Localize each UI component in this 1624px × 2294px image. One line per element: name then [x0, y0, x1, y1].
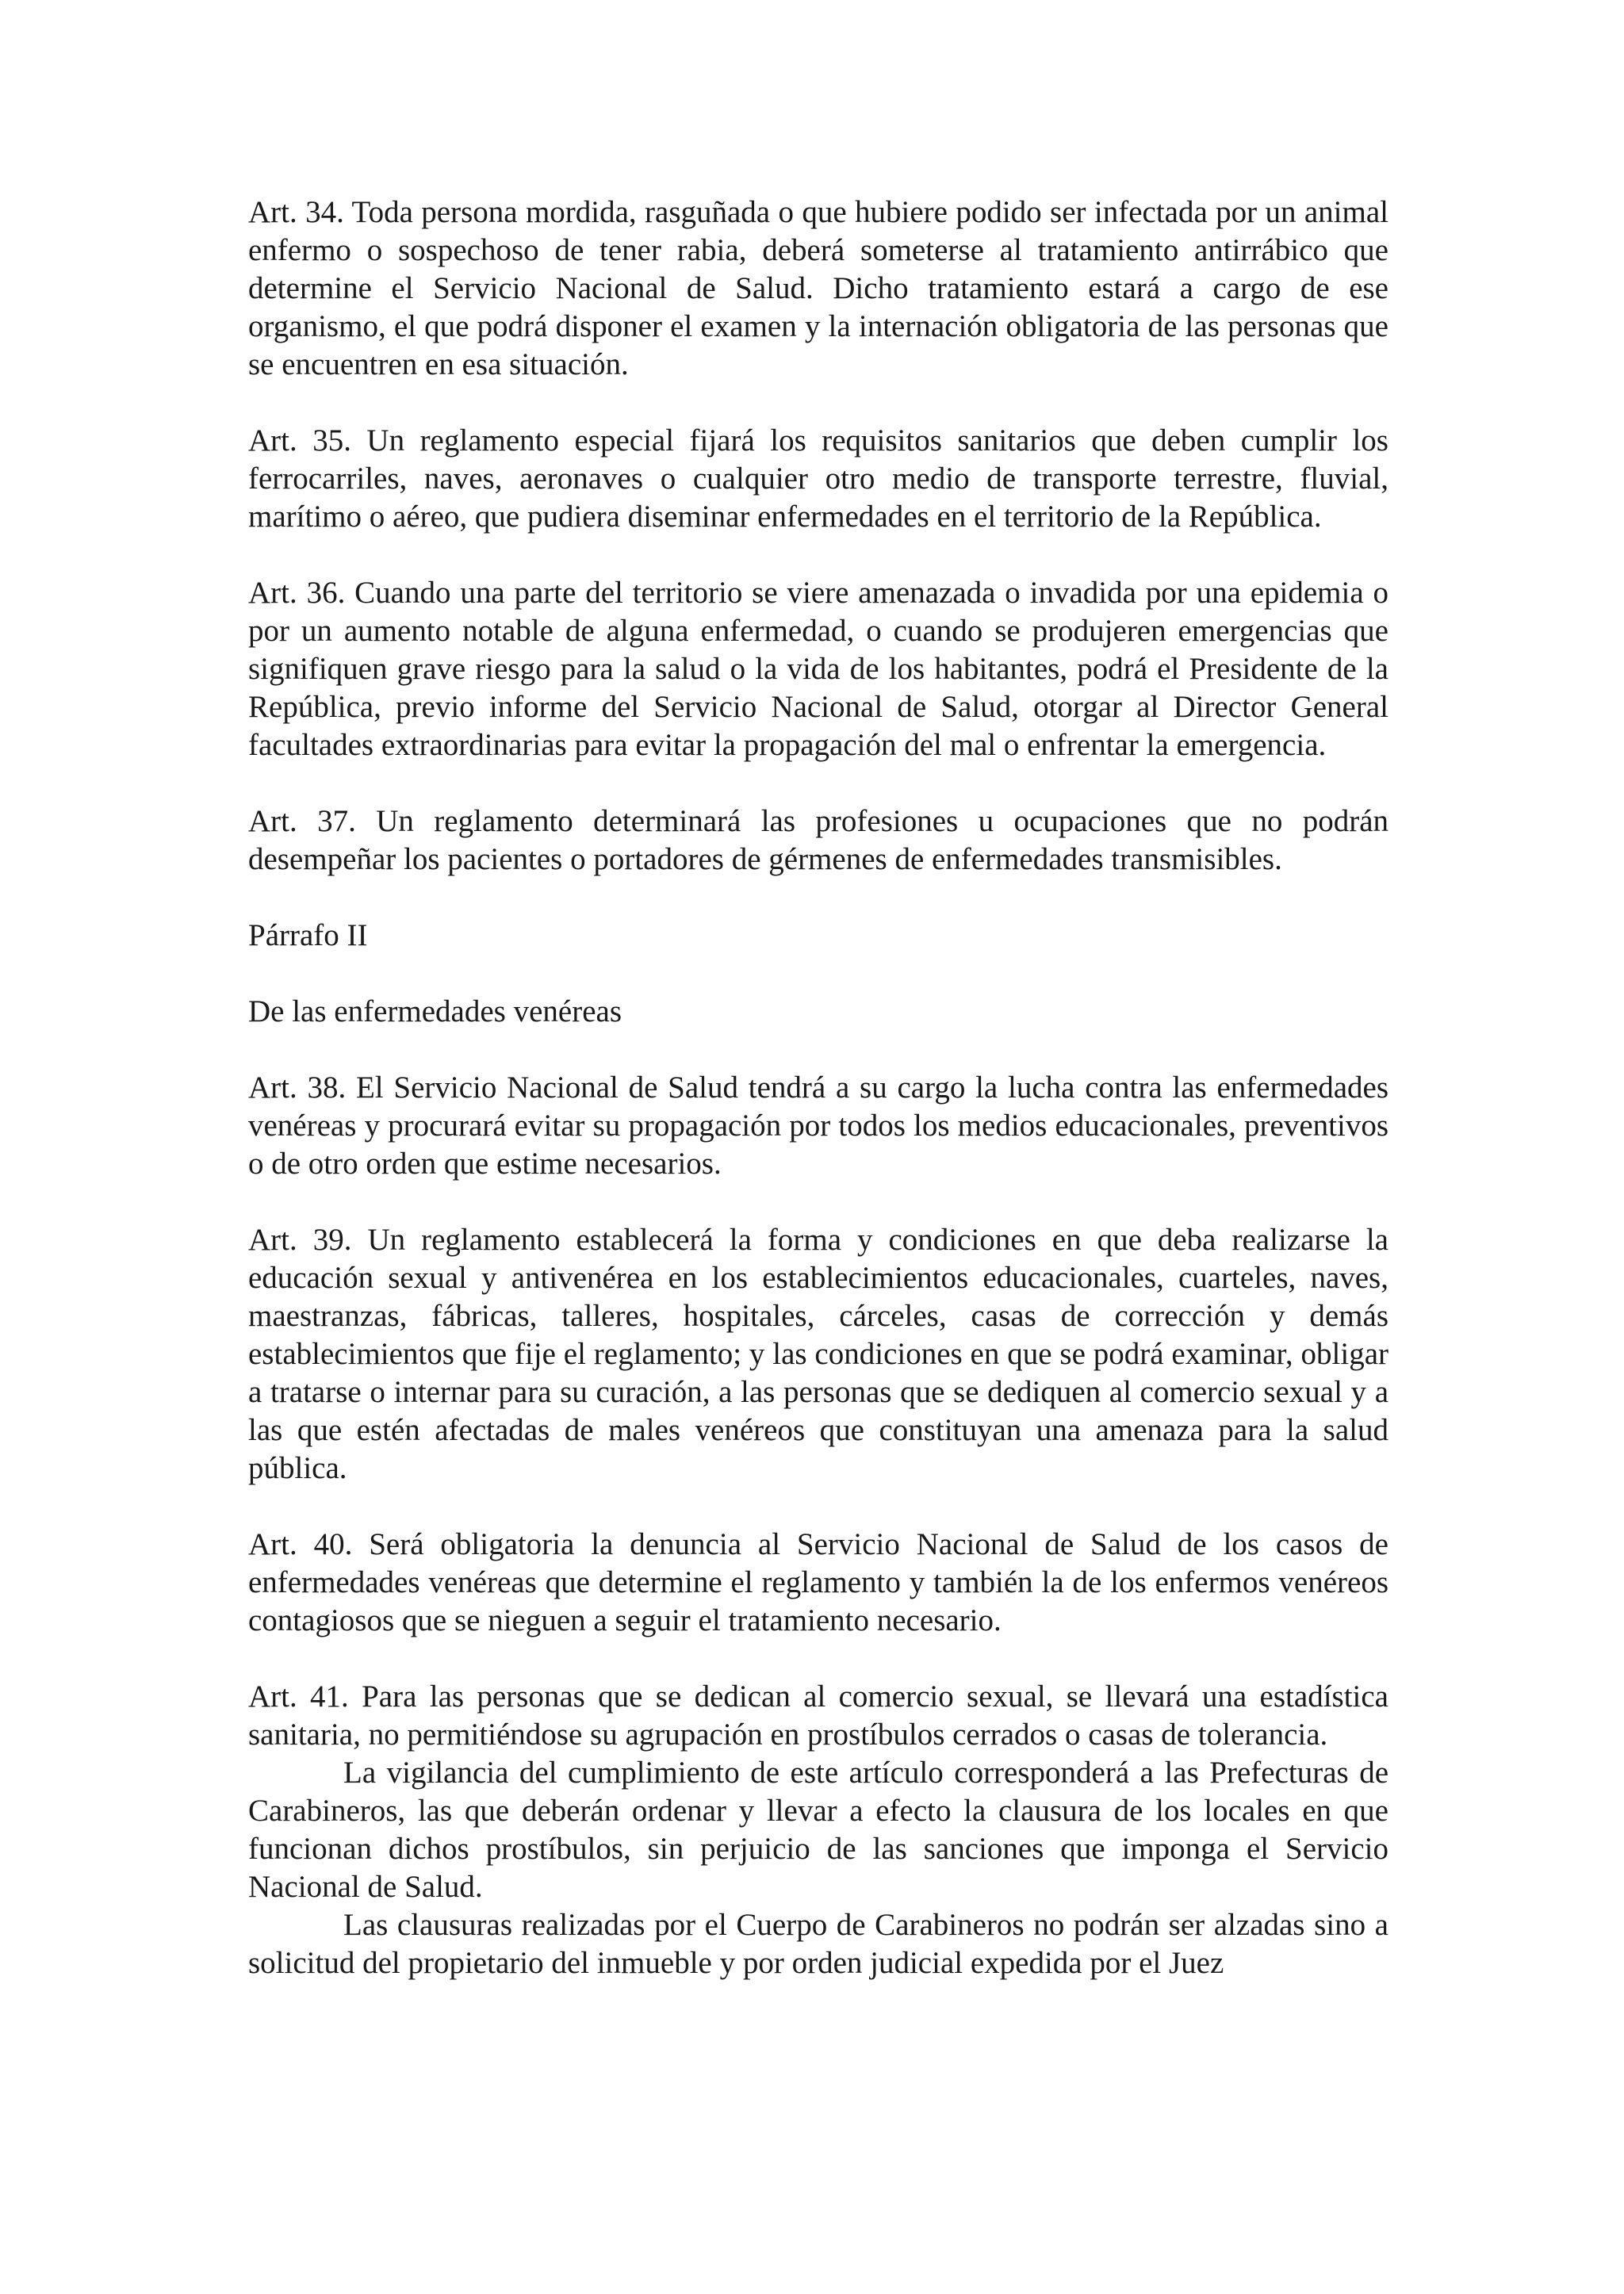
section-title: De las enfermedades venéreas: [248, 994, 622, 1028]
article-34: Art. 34. Toda persona mordida, rasguñada o que hubiere podido ser infectada por un animal enfermo o sospechoso de tener rabia, deberá someterse al tratamiento antirrábico que determine el Servicio Nacional de Salud. Dicho tratamiento estará a cargo de ese organismo, el que podrá disponer el examen y la internación obligatoria de las personas que se encuentren en esa situación.: [248, 195, 1388, 381]
article-39: Art. 39. Un reglamento establecerá la forma y condiciones en que deba realizarse la educación sexual y antivenérea en los establecimientos educacionales, cuarteles, naves, maestranzas, fábricas, talleres, hospitales, cárceles, casas de corrección y demás establecimientos que fije el reglamento; y las condiciones en que se podrá examinar, obligar a tratarse o internar para su curación, a las personas que se dediquen al comercio sexual y a las que estén afectadas de males venéreos que constituyan una amenaza para la salud pública.: [248, 1223, 1388, 1485]
article-35: Art. 35. Un reglamento especial fijará los requisitos sanitarios que deben cumplir los ferrocarriles, naves, aeronaves o cualquier otro medio de transporte terrestre, fluvial, marítimo o aéreo, que pudiera diseminar enfermedades en el territorio de la República.: [248, 423, 1388, 534]
article-37: Art. 37. Un reglamento determinará las profesiones u ocupaciones que no podrán desempeñar los pacientes o portadores de gérmenes de enfermedades transmisibles.: [248, 804, 1388, 876]
article-41-paragraph-1: Art. 41. Para las personas que se dedican al comercio sexual, se llevará una estadística sanitaria, no permitiéndose su agrupación en prostíbulos cerrados o casas de tolerancia.: [248, 1679, 1388, 1752]
article-41-paragraph-2: La vigilancia del cumplimiento de este artículo corresponderá a las Prefecturas de Carabineros, las que deberán ordenar y llevar a efecto la clausura de los locales en que funcionan dichos prostíbulos, sin perjuicio de las sanciones que imponga el Servicio Nacional de Salud.: [248, 1756, 1388, 1904]
document-page: [248, 193, 1388, 1982]
article-38: Art. 38. El Servicio Nacional de Salud tendrá a su cargo la lucha contra las enfermedades venéreas y procurará evitar su propagación por todos los medios educacionales, preventivos o de otro orden que estime necesarios.: [248, 1070, 1388, 1181]
article-36: Art. 36. Cuando una parte del territorio se viere amenazada o invadida por una epidemia o por un aumento notable de alguna enfermedad, o cuando se produjeren emergencias que signifiquen grave riesgo para la salud o la vida de los habitantes, podrá el Presidente de la República, previo informe del Servicio Nacional de Salud, otorgar al Director General facultades extraordinarias para evitar la propagación del mal o enfrentar la emergencia.: [248, 576, 1388, 762]
article-40: Art. 40. Será obligatoria la denuncia al Servicio Nacional de Salud de los casos de enfermedades venéreas que determine el reglamento y también la de los enfermos venéreos contagiosos que se nieguen a seguir el tratamiento necesario.: [248, 1527, 1388, 1637]
section-label: Párrafo II: [248, 918, 368, 952]
article-41-paragraph-3: Las clausuras realizadas por el Cuerpo de Carabineros no podrán ser alzadas sino a solicitud del propietario del inmueble y por orden judicial expedida por el Juez: [248, 1908, 1388, 1980]
